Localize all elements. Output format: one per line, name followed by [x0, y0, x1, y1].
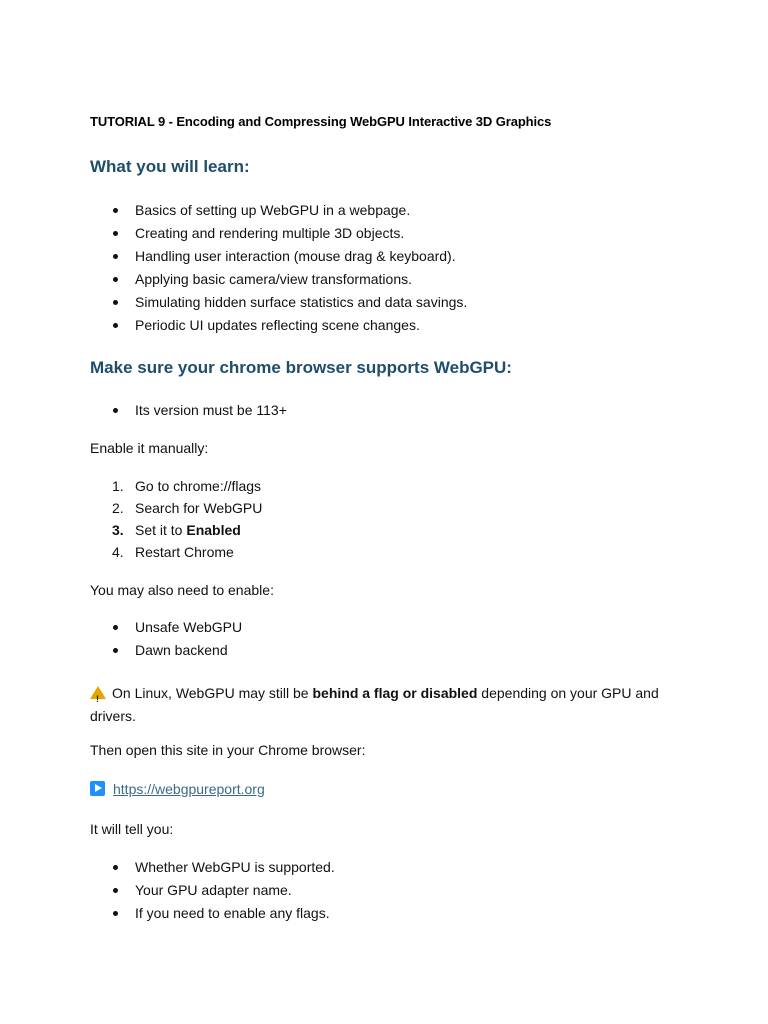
- document-title: TUTORIAL 9 - Encoding and Compressing WebGPU Interactive 3D Graphics: [90, 114, 552, 129]
- bullet-icon: [113, 231, 118, 236]
- support-list: [90, 399, 287, 422]
- list-item: Periodic UI updates reflecting scene changes.: [90, 314, 467, 337]
- learn-list: [90, 199, 467, 337]
- tell-list: [90, 856, 335, 925]
- list-item: 3. Set it to Enabled: [112, 522, 241, 538]
- list-item: Creating and rendering multiple 3D objects.: [90, 222, 467, 245]
- list-item: Simulating hidden surface statistics and data savings.: [90, 291, 467, 314]
- enable-intro: Enable it manually:: [90, 440, 209, 456]
- report-link-line: [90, 781, 265, 797]
- bullet-icon: [113, 300, 118, 305]
- bullet-icon: [113, 888, 118, 893]
- linux-warning: ! On Linux, WebGPU may still be behind a flag or disabled depending on your GPU and drivers.: [90, 685, 659, 724]
- webgpureport-link[interactable]: https://webgpureport.org: [113, 781, 265, 797]
- enable-steps: [90, 475, 262, 563]
- list-item: Dawn backend: [90, 639, 242, 662]
- also-intro: You may also need to enable:: [90, 582, 274, 598]
- list-item: Basics of setting up WebGPU in a webpage.: [90, 199, 467, 222]
- list-item: If you need to enable any flags.: [90, 902, 335, 925]
- learn-heading: What you will learn:: [90, 157, 250, 176]
- play-icon: [90, 781, 105, 796]
- warning-icon: !: [90, 686, 106, 699]
- bullet-icon: [113, 625, 118, 630]
- bullet-icon: [113, 408, 118, 413]
- list-item: Whether WebGPU is supported.: [90, 856, 335, 879]
- bullet-icon: [113, 911, 118, 916]
- also-list: [90, 616, 242, 662]
- bullet-icon: [113, 323, 118, 328]
- bullet-icon: [113, 865, 118, 870]
- list-item: Its version must be 113+: [90, 399, 287, 422]
- tell-intro: It will tell you:: [90, 821, 174, 837]
- list-item: Handling user interaction (mouse drag & keyboard).: [90, 245, 467, 268]
- list-item: Unsafe WebGPU: [90, 616, 242, 639]
- list-item: 2. Search for WebGPU: [112, 500, 263, 516]
- bullet-icon: [113, 208, 118, 213]
- list-item: Applying basic camera/view transformations.: [90, 268, 467, 291]
- bullet-icon: [113, 254, 118, 259]
- bullet-icon: [113, 648, 118, 653]
- support-heading: Make sure your chrome browser supports WebGPU:: [90, 358, 512, 377]
- list-item: 4. Restart Chrome: [112, 544, 234, 560]
- open-site-text: Then open this site in your Chrome browser:: [90, 742, 366, 758]
- list-item: 1. Go to chrome://flags: [112, 478, 262, 494]
- list-item: Your GPU adapter name.: [90, 879, 335, 902]
- bullet-icon: [113, 277, 118, 282]
